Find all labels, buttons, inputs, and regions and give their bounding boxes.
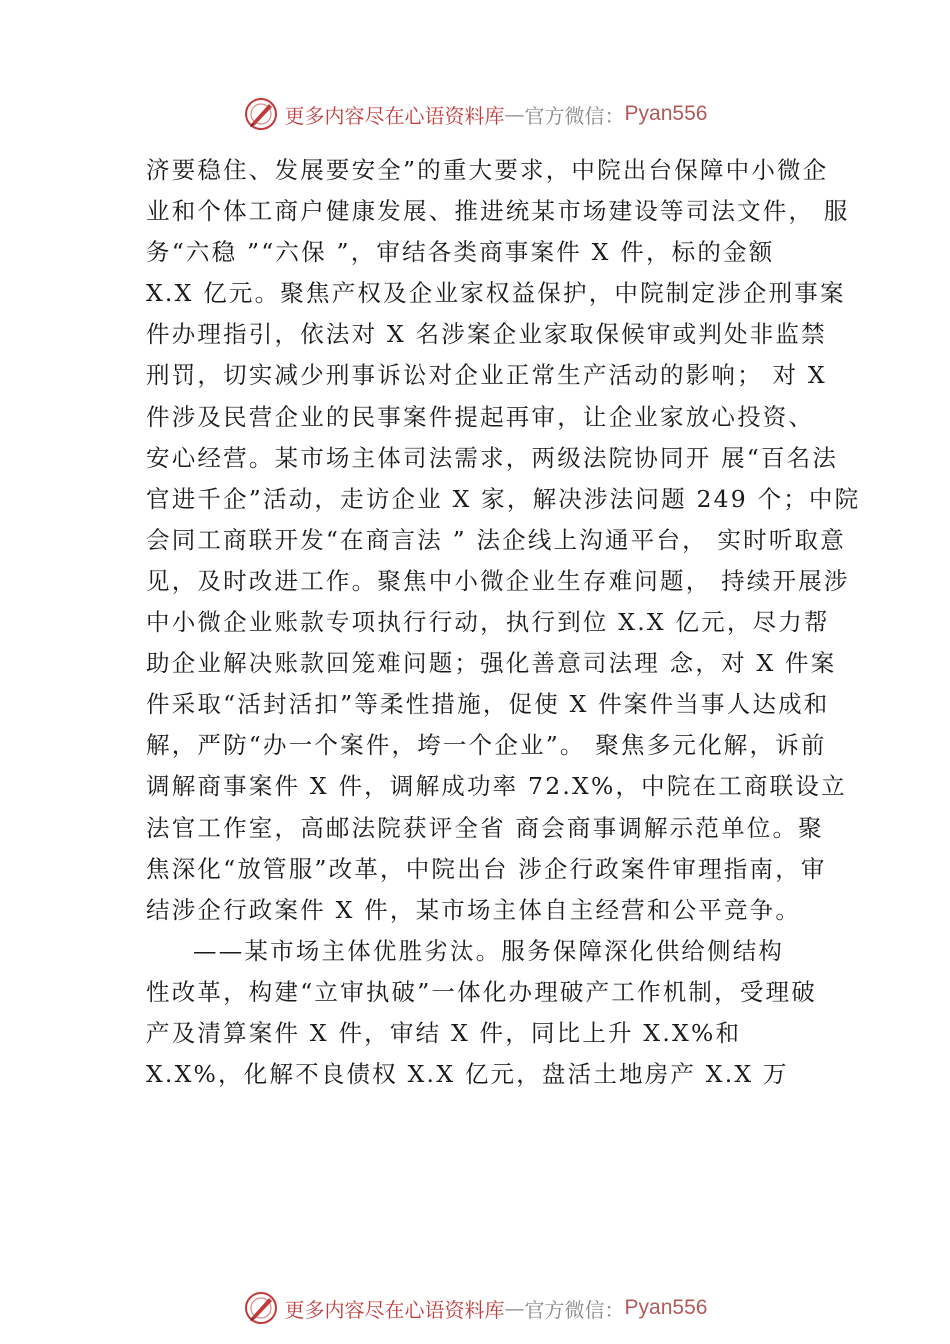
text-line: 见，及时改进工作。聚焦中小微企业生存难问题， 持续开展涉 [146,566,850,595]
text-line: X.X 亿元。聚焦产权及企业家权益保护，中院制定涉企刑事案 [146,279,846,308]
watermark-label: 官方微信： [524,103,625,128]
text-line: 中小微企业账款专项执行行动，执行到位 X.X 亿元，尽力帮 [146,608,830,637]
text-line: 调解商事案件 X 件，调解成功率 72.X%，中院在工商联设立 [146,772,847,801]
footer-watermark [0,1288,950,1328]
watermark-brand: 更多内容尽在心语资料库 [284,103,505,128]
watermark-label: 官方微信： [524,1297,625,1322]
text-line: 件办理指引，依法对 X 名涉案企业家取保候审或判处非监禁 [146,320,827,349]
text-line: 焦深化“放管服”改革，中院出台 涉企行政案件审理指南，审 [146,854,827,883]
text-line: 件涉及民营企业的民事案件提起再审，让企业家放心投资、 [146,402,815,431]
watermark-brand: 更多内容尽在心语资料库 [284,1297,505,1322]
text-line: 务“六稳 ”“六保 ”，审结各类商事案件 X 件，标的金额 [146,238,775,267]
section-heading-line: ——某市场主体优胜劣汰。服务保障深化供给侧结构 [193,936,785,965]
watermark-wechat-id: Pyan556 [624,102,708,125]
header-watermark [0,94,950,134]
text-line: 法官工作室，高邮法院获评全省 商会商事调解示范单位。聚 [146,813,824,842]
text-line: 济要稳住、发展要安全”的重大要求，中院出台保障中小微企 [146,156,829,184]
text-line: X.X%，化解不良债权 X.X 亿元，盘活土地房产 X.X 万 [146,1060,789,1089]
text-line: 刑罚，切实减少刑事诉讼对企业正常生产活动的影响； 对 X [146,361,827,390]
text-line: 会同工商联开发“在商言法 ” 法企线上沟通平台， 实时听取意 [146,525,846,554]
text-line: 助企业解决账款回笼难问题；强化善意司法理 念，对 X 件案 [146,649,837,678]
text-line: 产及清算案件 X 件，审结 X 件，同比上升 X.X%和 [146,1018,742,1047]
watermark-separator: — [504,1296,525,1320]
text-line: 件采取“活封活扣”等柔性措施，促使 X 件案件当事人达成和 [146,690,830,719]
pen-circle-logo-icon [243,96,279,132]
text-line: 解，严防“办一个案件，垮一个企业”。 聚焦多元化解，诉前 [146,731,827,760]
text-line: 官进千企”活动，走访企业 X 家，解决涉法问题 249 个；中院 [146,484,861,513]
text-line: 安心经营。某市场主体司法需求，两级法院协同开 展“百名法 [146,443,839,472]
text-line: 结涉企行政案件 X 件，某市场主体自主经营和公平竞争。 [146,895,802,924]
watermark-wechat-id: Pyan556 [624,1296,708,1319]
text-line: 性改革，构建“立审执破”一体化办理破产工作机制，受理破 [146,977,817,1006]
document-body [146,150,861,1095]
text-line: 业和个体工商户健康发展、推进统某市场建设等司法文件， 服 [146,197,850,226]
pen-circle-logo-icon [243,1290,279,1326]
watermark-separator: — [504,102,525,126]
